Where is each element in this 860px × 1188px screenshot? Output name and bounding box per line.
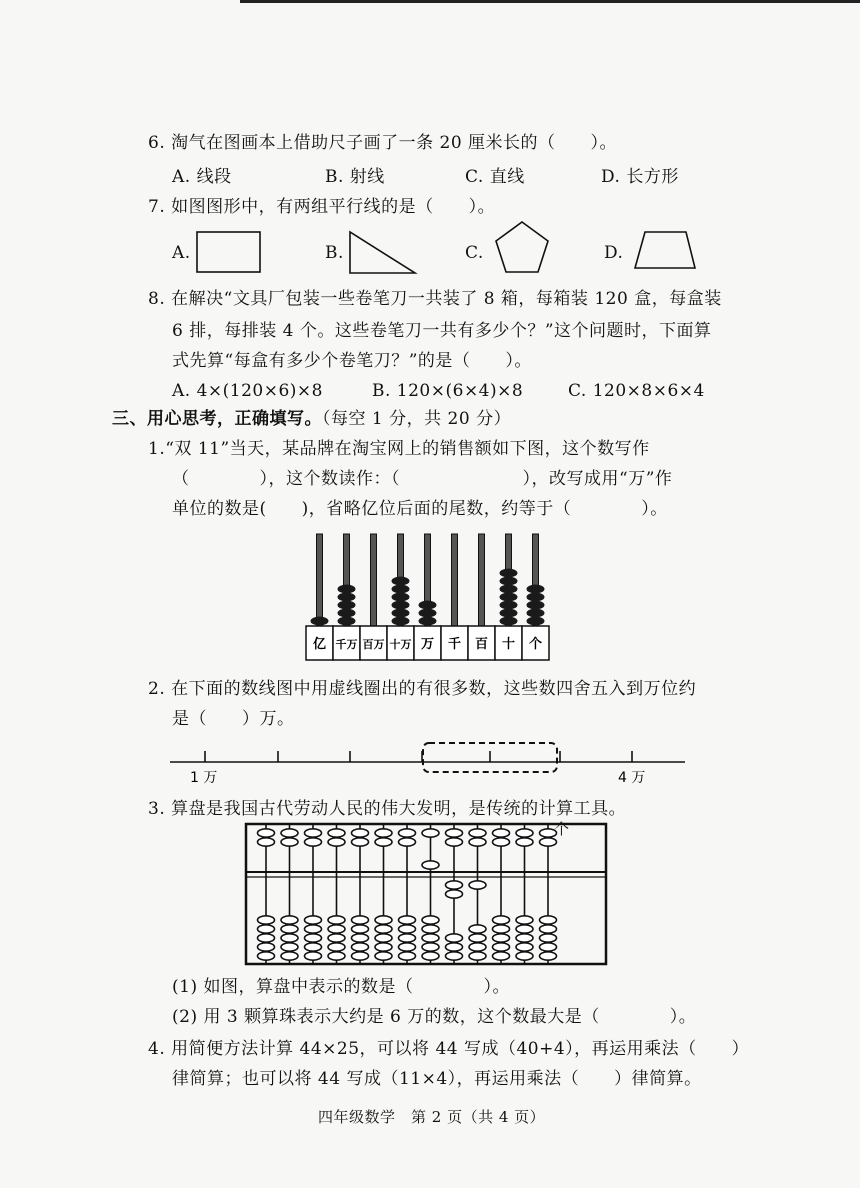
- abacus-lower-bead: [493, 943, 510, 951]
- q8-option-b: B. 120×(6×4)×8: [372, 381, 524, 401]
- counter-bead: [527, 593, 545, 602]
- abacus-lower-bead: [446, 890, 463, 898]
- q7-option-a: A.: [172, 243, 191, 263]
- abacus-lower-bead: [422, 934, 439, 942]
- counter-bead: [500, 609, 518, 618]
- abacus-lower-bead: [328, 925, 345, 933]
- abacus-lower-bead: [305, 916, 322, 924]
- abacus-lower-bead: [328, 934, 345, 942]
- abacus-lower-bead: [375, 916, 392, 924]
- abacus-lower-bead: [446, 881, 463, 889]
- label-4-wan: 4 万: [618, 770, 646, 786]
- abacus-lower-bead: [258, 925, 275, 933]
- number-line: [160, 735, 700, 790]
- abacus-lower-bead: [399, 925, 416, 933]
- abacus-upper-bead: [399, 838, 416, 846]
- counter-bead: [338, 609, 356, 618]
- q8-option-a: A. 4×(120×6)×8: [172, 381, 323, 401]
- abacus-lower-bead: [281, 943, 298, 951]
- s3q1-line-1: 1.“双 11”当天，某品牌在淘宝网上的销售额如下图，这个数写作: [148, 439, 650, 459]
- place-label: 亿: [312, 637, 327, 652]
- abacus-upper-bead: [516, 838, 533, 846]
- page-footer: 四年级数学 第 2 页（共 4 页）: [318, 1108, 546, 1126]
- q7-shapes: [0, 0, 860, 300]
- abacus-lower-bead: [540, 925, 557, 933]
- abacus-lower-bead: [258, 943, 275, 951]
- counter-bead: [392, 593, 410, 602]
- abacus-upper-bead: [493, 838, 510, 846]
- abacus-lower-bead: [352, 943, 369, 951]
- counter-bead: [527, 585, 545, 594]
- abacus-upper-bead: [258, 838, 275, 846]
- abacus-lower-bead: [399, 916, 416, 924]
- abacus-lower-bead: [375, 925, 392, 933]
- counter-bead: [338, 593, 356, 602]
- abacus-upper-bead: [328, 838, 345, 846]
- abacus-lower-bead: [469, 881, 486, 889]
- place-label: 百万: [362, 638, 385, 651]
- abacus-lower-bead: [469, 934, 486, 942]
- place-label: 千: [447, 637, 462, 652]
- abacus-upper-bead: [446, 829, 463, 837]
- abacus-lower-bead: [375, 934, 392, 942]
- abacus-lower-bead: [305, 943, 322, 951]
- abacus-lower-bead: [258, 952, 275, 960]
- trapezoid-icon: [635, 232, 695, 268]
- s3q3-intro: 3. 算盘是我国古代劳动人民的伟大发明，是传统的计算工具。: [148, 799, 627, 819]
- abacus-lower-bead: [469, 952, 486, 960]
- q6-stem: 6. 淘气在图画本上借助尺子画了一条 20 厘米长的（ ）。: [148, 133, 618, 153]
- rectangle-icon: [197, 232, 260, 272]
- abacus-lower-bead: [446, 934, 463, 942]
- abacus-lower-bead: [281, 925, 298, 933]
- abacus-lower-bead: [328, 943, 345, 951]
- s3q3-sub-1: (1) 如图，算盘中表示的数是（ ）。: [172, 977, 510, 997]
- abacus-lower-bead: [516, 934, 533, 942]
- counter-bead: [338, 617, 356, 626]
- abacus-lower-bead: [258, 934, 275, 942]
- abacus-lower-bead: [399, 952, 416, 960]
- counter-bead: [392, 609, 410, 618]
- counter-bead: [392, 617, 410, 626]
- counter-bead: [500, 593, 518, 602]
- abacus-lower-bead: [281, 952, 298, 960]
- counter-rod: [371, 534, 377, 626]
- counter-rod: [479, 534, 485, 626]
- abacus-upper-bead: [422, 829, 439, 837]
- abacus-lower-bead: [540, 916, 557, 924]
- counter-rod: [452, 534, 458, 626]
- q7-option-c: C.: [465, 243, 484, 263]
- q8-line-3: 式先算“每盒有多少个卷笔刀？”的是（ ）。: [172, 351, 532, 371]
- abacus-lower-bead: [328, 916, 345, 924]
- q6-option-c: C. 直线: [465, 167, 525, 187]
- place-label: 十: [501, 637, 516, 652]
- pentagon-icon: [496, 222, 548, 272]
- abacus-upper-bead: [305, 829, 322, 837]
- abacus-lower-bead: [540, 934, 557, 942]
- abacus-upper-bead: [375, 829, 392, 837]
- counter-bead: [500, 569, 518, 578]
- abacus-lower-bead: [493, 925, 510, 933]
- q7-option-d: D.: [604, 243, 624, 263]
- abacus-lower-bead: [281, 916, 298, 924]
- q6-option-b: B. 射线: [325, 167, 385, 187]
- abacus-lower-bead: [422, 952, 439, 960]
- abacus-upper-bead: [375, 838, 392, 846]
- place-label: 个: [528, 637, 543, 652]
- counter-bead: [500, 577, 518, 586]
- q6-option-d: D. 长方形: [601, 167, 679, 187]
- s3q2-line-1: 2. 在下面的数线图中用虚线圈出的有很多数，这些数四舍五入到万位约: [148, 679, 697, 699]
- q8-line-1: 8. 在解决“文具厂包装一些卷笔刀一共装了 8 箱，每箱装 120 盒，每盒装: [148, 289, 722, 309]
- abacus-lower-bead: [281, 934, 298, 942]
- abacus-lower-bead: [352, 952, 369, 960]
- abacus-lower-bead: [422, 943, 439, 951]
- counter-bead: [527, 601, 545, 610]
- s3q2-line-2: 是（ ）万。: [172, 709, 295, 729]
- abacus-upper-bead: [493, 829, 510, 837]
- abacus-lower-bead: [446, 943, 463, 951]
- q8-line-2: 6 排，每排装 4 个。这些卷笔刀一共有多少个？”这个问题时，下面算: [172, 321, 712, 341]
- abacus-upper-bead: [305, 838, 322, 846]
- section-3-heading: [112, 408, 511, 430]
- abacus-lower-bead: [422, 925, 439, 933]
- counter-bead: [500, 601, 518, 610]
- place-label: 千万: [335, 638, 358, 651]
- abacus-lower-bead: [399, 943, 416, 951]
- abacus-lower-bead: [540, 952, 557, 960]
- place-label: 十万: [389, 638, 412, 651]
- counter-bead: [527, 609, 545, 618]
- abacus-lower-bead: [493, 934, 510, 942]
- counter-bead: [338, 585, 356, 594]
- label-1-wan: 1 万: [190, 770, 218, 786]
- s3q3-sub-2: (2) 用 3 颗算珠表示大约是 6 万的数，这个数最大是（ ）。: [172, 1007, 697, 1027]
- abacus-lower-bead: [540, 943, 557, 951]
- abacus-upper-bead: [446, 838, 463, 846]
- abacus-lower-bead: [305, 925, 322, 933]
- counter-bead: [419, 609, 437, 618]
- abacus-lower-bead: [305, 934, 322, 942]
- abacus-upper-bead: [422, 861, 439, 869]
- abacus-upper-bead: [352, 829, 369, 837]
- right-triangle-icon: [350, 232, 415, 273]
- q6-option-a: A. 线段: [172, 167, 232, 187]
- s3q1-line-2: （ ），这个数读作：（ ），改写成用“万”作: [172, 469, 673, 489]
- abacus-lower-bead: [352, 925, 369, 933]
- q8-option-c: C. 120×8×6×4: [568, 381, 705, 401]
- abacus-upper-bead: [281, 829, 298, 837]
- abacus-upper-bead: [281, 838, 298, 846]
- s3q1-line-3: 单位的数是( )，省略亿位后面的尾数，约等于（ ）。: [172, 499, 668, 519]
- abacus-lower-bead: [305, 952, 322, 960]
- counter-bead: [419, 601, 437, 610]
- abacus-lower-bead: [258, 916, 275, 924]
- abacus-lower-bead: [399, 934, 416, 942]
- q7-stem: 7. 如图图形中，有两组平行线的是（ ）。: [148, 197, 496, 217]
- abacus-lower-bead: [516, 925, 533, 933]
- abacus-upper-bead: [352, 838, 369, 846]
- abacus-lower-bead: [352, 934, 369, 942]
- section-3-title: 三、用心思考，正确填写。: [112, 409, 322, 429]
- place-label: 万: [420, 637, 435, 652]
- abacus-lower-bead: [446, 952, 463, 960]
- abacus-upper-bead: [516, 829, 533, 837]
- abacus-lower-bead: [352, 916, 369, 924]
- counter-bead: [392, 577, 410, 586]
- abacus-lower-bead: [469, 925, 486, 933]
- counter-bead: [338, 601, 356, 610]
- abacus-lower-bead: [469, 943, 486, 951]
- abacus-lower-bead: [375, 952, 392, 960]
- counter-rod: [317, 534, 323, 626]
- abacus-lower-bead: [516, 943, 533, 951]
- counter-bead: [527, 617, 545, 626]
- section-3-note: （每空 1 分，共 20 分）: [322, 409, 512, 429]
- s3q4-line-2: 律简算；也可以将 44 写成（11×4），再运用乘法（ ）律简算。: [172, 1069, 702, 1089]
- counter-bead: [392, 585, 410, 594]
- abacus-lower-bead: [422, 916, 439, 924]
- abacus: [240, 820, 610, 970]
- abacus-lower-bead: [516, 916, 533, 924]
- counter-bead: [500, 617, 518, 626]
- counter-bead: [392, 601, 410, 610]
- counter-bead: [419, 617, 437, 626]
- counter-bead: [500, 585, 518, 594]
- abacus-lower-bead: [493, 952, 510, 960]
- abacus-ones-label: 个: [554, 820, 570, 838]
- abacus-lower-bead: [516, 952, 533, 960]
- abacus-upper-bead: [399, 829, 416, 837]
- abacus-upper-bead: [258, 829, 275, 837]
- place-value-counter: [300, 530, 560, 665]
- abacus-upper-bead: [328, 829, 345, 837]
- abacus-upper-bead: [469, 838, 486, 846]
- abacus-lower-bead: [493, 916, 510, 924]
- s3q4-line-1: 4. 用简便方法计算 44×25，可以将 44 写成（40+4），再运用乘法（ ）: [148, 1039, 750, 1059]
- abacus-lower-bead: [328, 952, 345, 960]
- place-label: 百: [474, 637, 489, 652]
- abacus-upper-bead: [469, 829, 486, 837]
- abacus-lower-bead: [375, 943, 392, 951]
- q7-option-b: B.: [325, 243, 344, 263]
- counter-bead: [311, 617, 329, 626]
